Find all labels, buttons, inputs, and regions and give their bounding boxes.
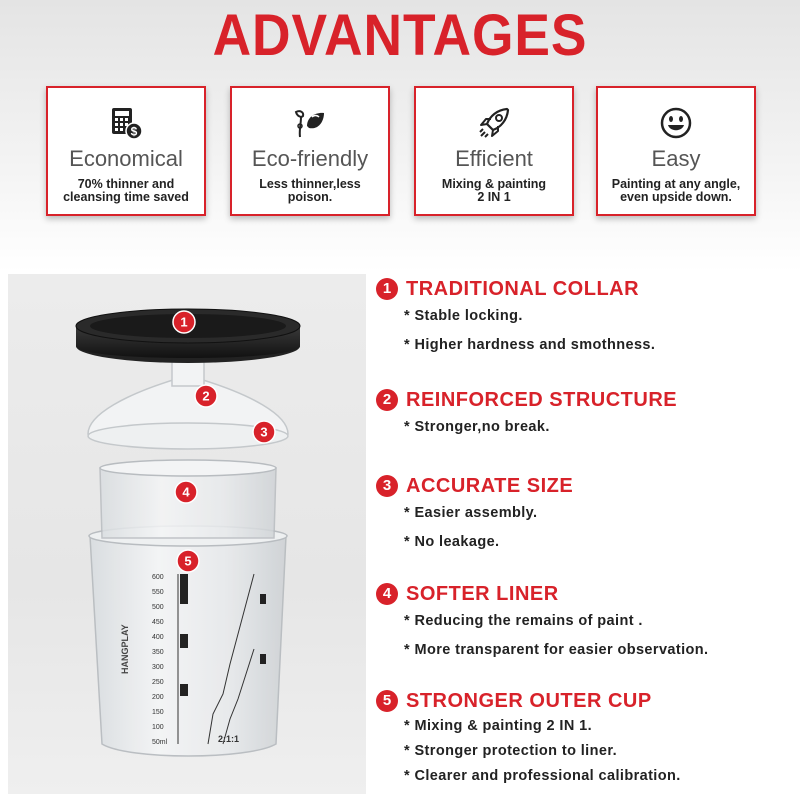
feature-accurate-size <box>376 473 796 557</box>
feature-bullet: * Higher hardness and smothness. <box>404 337 656 353</box>
feature-header <box>376 387 796 413</box>
card-desc-line: Mixing & painting <box>441 177 547 191</box>
feature-header <box>376 276 796 302</box>
card-desc-line: Less thinner,less <box>259 177 361 191</box>
marker-label: 2 <box>202 388 210 404</box>
feature-header <box>376 473 796 499</box>
rocket-icon <box>477 106 511 140</box>
feature-softer-liner <box>376 581 796 665</box>
card-desc <box>232 178 388 204</box>
card-desc <box>48 178 204 204</box>
card-title: Easy <box>651 146 701 171</box>
card-desc-line: 2 IN 1 <box>477 190 511 204</box>
scale-label: 150 <box>152 709 164 716</box>
card-eco-friendly <box>230 86 390 216</box>
card-easy <box>596 86 756 216</box>
feature-bullet: * Clearer and professional calibration. <box>404 768 681 784</box>
feature-bullet: * No leakage. <box>404 534 500 550</box>
scale-label: 50ml <box>152 739 168 746</box>
feature-traditional-collar <box>376 276 796 360</box>
feature-bullet: * Stronger protection to liner. <box>404 743 617 759</box>
page-title: ADVANTAGES <box>212 3 588 68</box>
feature-header <box>376 581 796 607</box>
spray-cup-illustration <box>8 274 366 794</box>
scale-label: 450 <box>152 619 164 626</box>
feature-stronger-outer-cup <box>376 688 796 789</box>
scale-label: 550 <box>152 589 164 596</box>
scale-label: 200 <box>152 694 164 701</box>
feature-bullet: * More transparent for easier observation. <box>404 642 709 658</box>
card-title: Economical <box>69 146 183 171</box>
card-desc-line: even upside down. <box>620 190 732 204</box>
card-economical <box>46 86 206 216</box>
scale-label: 100 <box>152 724 164 731</box>
card-desc <box>598 178 754 204</box>
feature-number: 4 <box>376 583 398 605</box>
card-desc <box>416 178 572 204</box>
feature-header <box>376 688 796 714</box>
marker-label: 4 <box>182 484 190 500</box>
marker-label: 5 <box>184 553 192 569</box>
feature-bullet: * Reducing the remains of paint . <box>404 613 643 629</box>
feature-title: SOFTER LINER <box>406 582 559 605</box>
feature-bullet: * Easier assembly. <box>404 505 538 521</box>
smiley-icon <box>659 106 693 140</box>
card-desc-line: 70% thinner and <box>77 177 175 191</box>
card-title: Efficient <box>455 146 533 171</box>
scale-label: 600 <box>152 574 164 581</box>
scale-label: 400 <box>152 634 164 641</box>
feature-title: REINFORCED STRUCTURE <box>406 388 678 411</box>
feature-bullet: * Mixing & painting 2 IN 1. <box>404 718 593 734</box>
svg-text:$: $ <box>130 124 138 139</box>
scale-label: 300 <box>152 664 164 671</box>
feature-bullet: * Stable locking. <box>404 308 523 324</box>
ratio-label: 2:1:1 <box>218 734 240 744</box>
marker-label: 3 <box>260 424 268 440</box>
card-efficient <box>414 86 574 216</box>
eco-leaf-icon <box>293 106 327 140</box>
feature-number: 3 <box>376 475 398 497</box>
feature-title: TRADITIONAL COLLAR <box>406 277 640 300</box>
marker-label: 1 <box>180 314 188 330</box>
feature-bullet: * Stronger,no break. <box>404 419 550 435</box>
feature-number: 5 <box>376 690 398 712</box>
card-desc-line: cleansing time saved <box>63 190 189 204</box>
feature-number: 1 <box>376 278 398 300</box>
scale-label: 250 <box>152 679 164 686</box>
card-desc-line: Painting at any angle, <box>611 177 741 191</box>
brand-logo-text: HANGPLAY <box>120 624 130 674</box>
advantage-cards <box>46 86 756 216</box>
scale-label: 500 <box>152 604 164 611</box>
card-desc-line: poison. <box>287 190 333 204</box>
calculator-dollar-icon <box>109 106 143 140</box>
feature-reinforced-structure <box>376 387 796 442</box>
product-image <box>8 274 366 794</box>
feature-title: STRONGER OUTER CUP <box>406 689 652 712</box>
feature-title: ACCURATE SIZE <box>406 474 574 497</box>
feature-number: 2 <box>376 389 398 411</box>
scale-label: 350 <box>152 649 164 656</box>
card-title: Eco-friendly <box>251 146 369 171</box>
